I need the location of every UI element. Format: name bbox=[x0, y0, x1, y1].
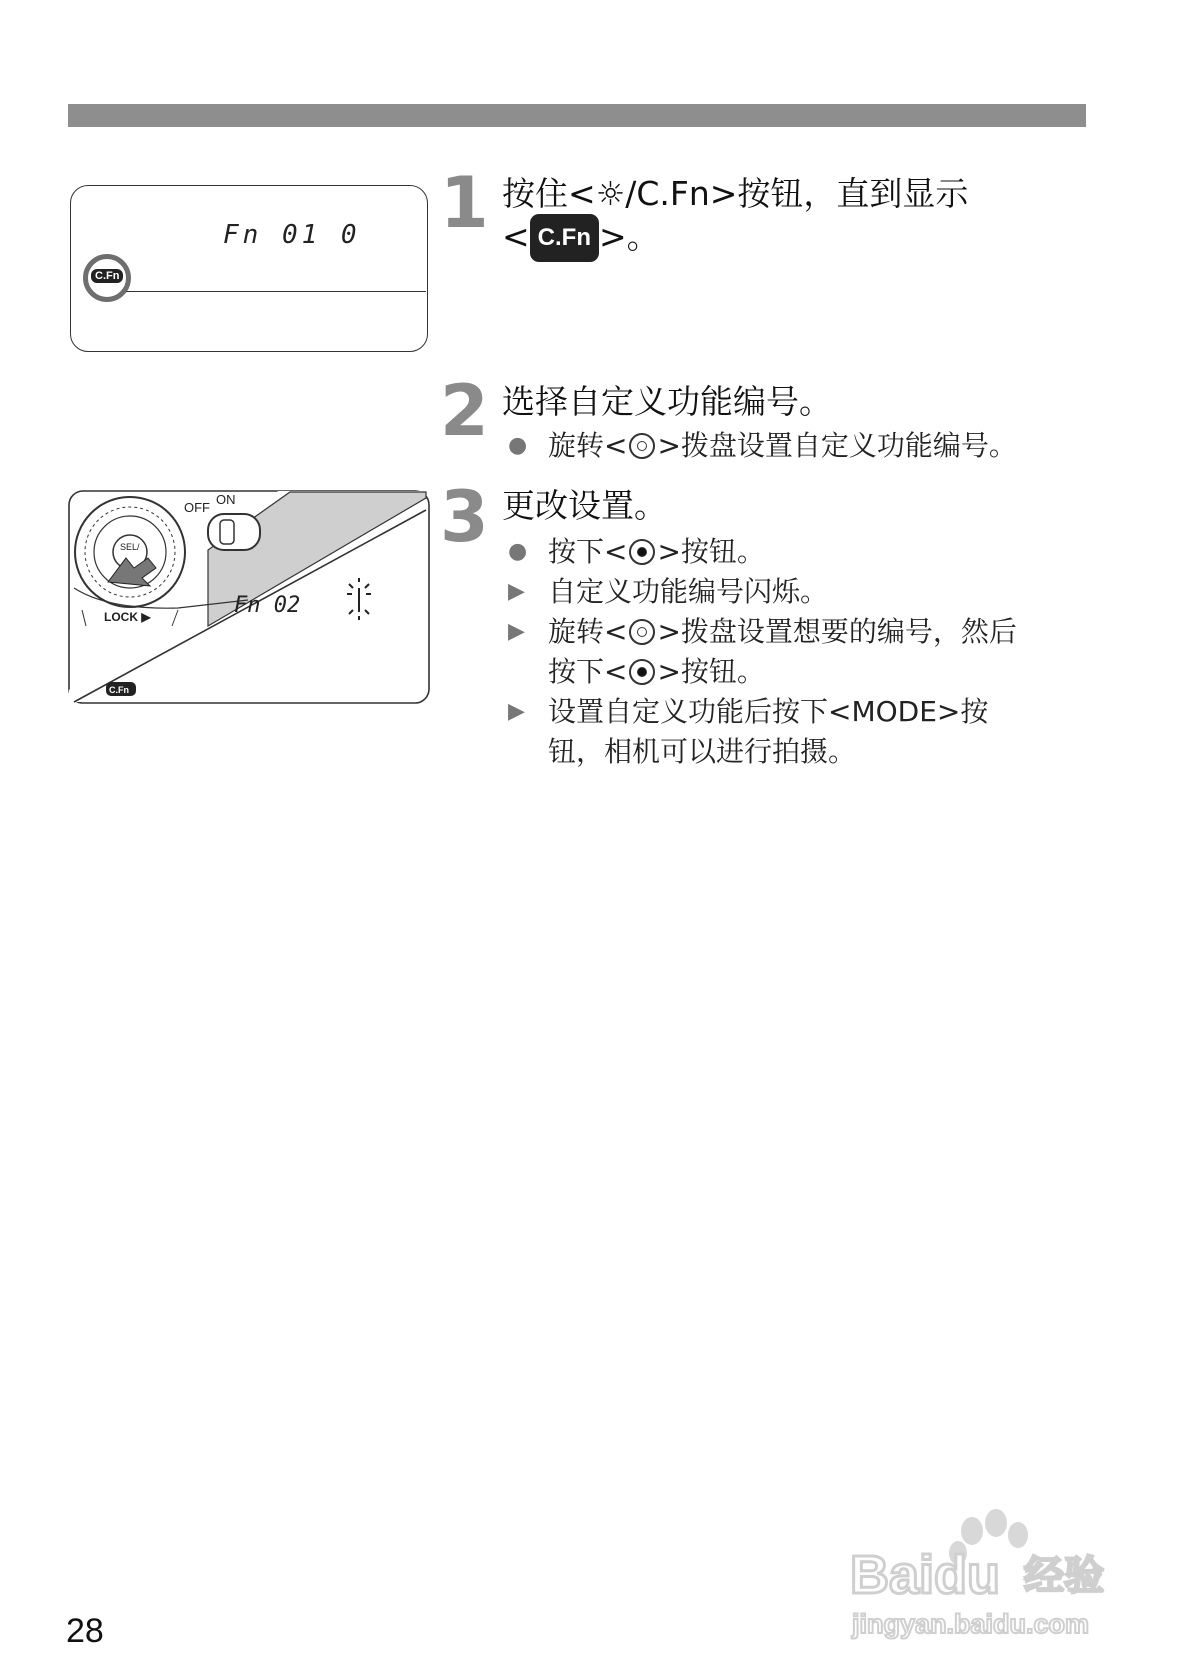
baidu-watermark bbox=[850, 1505, 1130, 1645]
watermark-brand: Baidu bbox=[850, 1545, 1001, 1605]
section-header-bar bbox=[68, 104, 1086, 127]
flash-controls-illustration bbox=[68, 490, 430, 704]
cfn-icon: C.Fn bbox=[91, 269, 123, 283]
step-number-1: 1 bbox=[440, 162, 489, 244]
cfn-highlight-circle bbox=[83, 254, 131, 302]
step-number-2: 2 bbox=[440, 370, 489, 452]
page-number: 28 bbox=[66, 1612, 104, 1650]
sel-button-label: SEL/ bbox=[120, 542, 140, 552]
cfn-badge: C.Fn bbox=[530, 214, 599, 262]
step1-line2: < C.Fn >。 bbox=[502, 214, 660, 262]
lcd-readout-2: Fn 02 bbox=[234, 593, 301, 618]
step2-title: 选择自定义功能编号。 bbox=[502, 382, 832, 421]
cfn-icon-2: C.Fn bbox=[109, 685, 129, 695]
lock-label: LOCK ▶ bbox=[104, 610, 151, 624]
watermark-url: jingyan.baidu.com bbox=[852, 1609, 1090, 1639]
watermark-cn: 经验 bbox=[1024, 1553, 1104, 1599]
on-label: ON bbox=[216, 492, 236, 507]
off-label: OFF bbox=[184, 500, 210, 515]
step1-line1: 按住<☼/C.Fn>按钮，直到显示 bbox=[502, 174, 969, 213]
lcd-readout: Fn 01 0 bbox=[223, 220, 361, 250]
lcd-panel-figure bbox=[70, 185, 428, 352]
step3-title: 更改设置。 bbox=[502, 486, 667, 525]
dial-icon bbox=[629, 433, 655, 459]
set-button-icon bbox=[629, 539, 655, 565]
lcd-divider bbox=[126, 291, 426, 292]
dial-icon bbox=[629, 619, 655, 645]
set-button-icon bbox=[629, 659, 655, 685]
step-number-3: 3 bbox=[440, 476, 489, 558]
